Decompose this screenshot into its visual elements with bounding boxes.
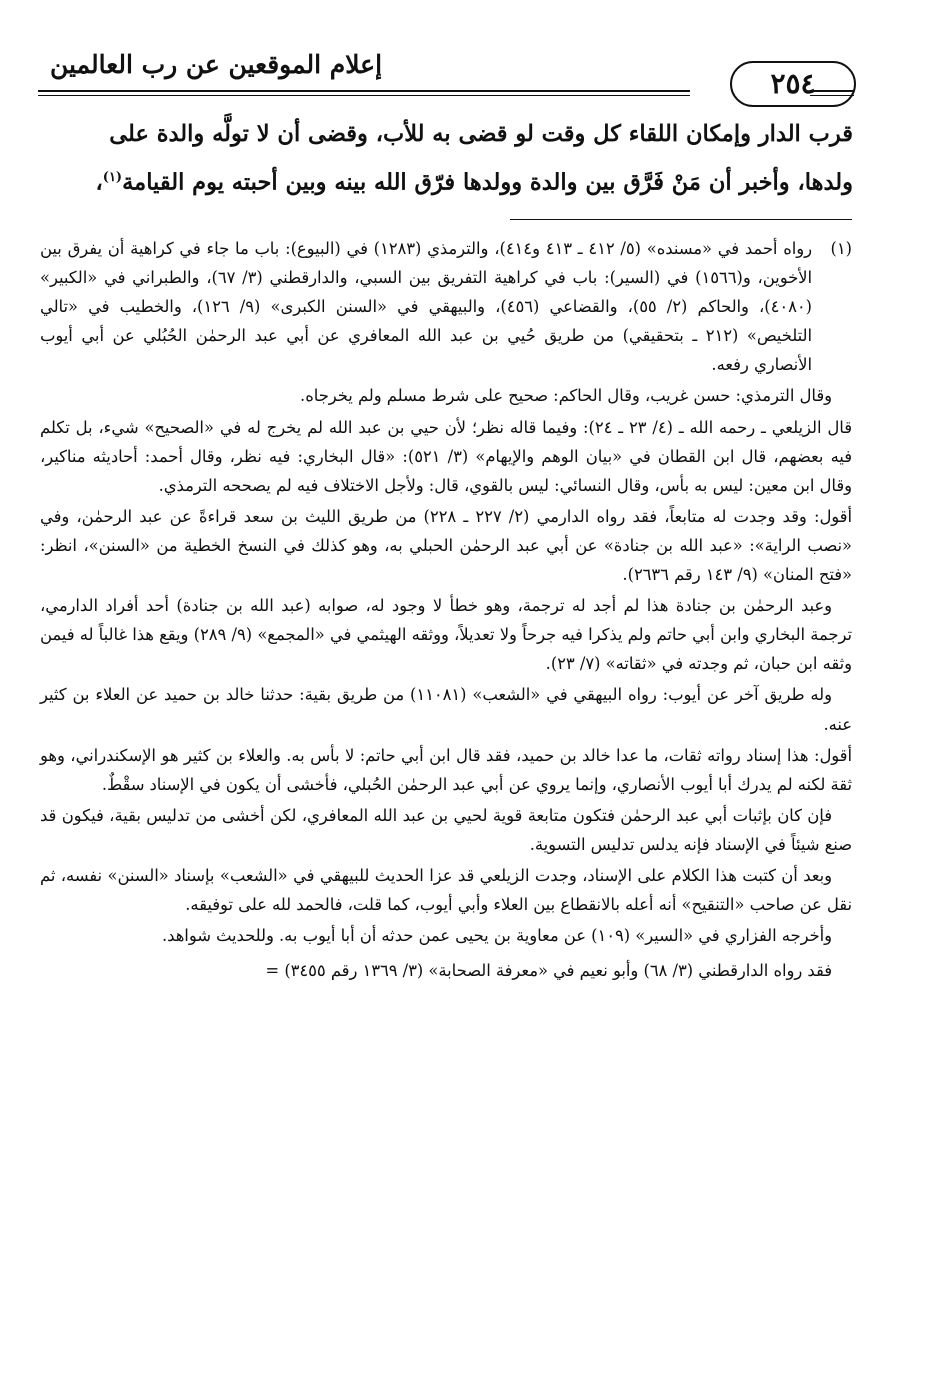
footnote-paragraph: وأخرجه الفزاري في «السير» (١٠٩) عن معاوية بن يحيى عمن حدثه أن أبا أيوب به. وللحديث شواهد. xyxy=(161,926,832,946)
main-line-2 xyxy=(78,156,853,205)
footnote-number: (١) xyxy=(830,239,852,258)
main-line-1: قرب الدار وإمكان اللقاء كل وقت لو قضى به للأب، وقضى أن لا تولَّه والدة على xyxy=(109,121,853,147)
footnote-paragraph: وعبد الرحمٰن بن جنادة هذا لم أجد له ترجمة، وهو خطأ لا وجود له، صوابه (عبد الله بن جنادة) أحد أفراد الدارمي، ترجمة البخاري وابن أبي حاتم ولم يذكرا فيه جرحاً ولا تعديلاً، ووثقه الهيثمي في «المجمع» (٩/ ٢٨٩) ويقع هذا غالباً له فيمن وثقه ابن حبان، ثم وجدته في «ثقاته» (٧/ ٢٣). xyxy=(40,596,853,674)
header-rule-right-thin xyxy=(810,95,854,96)
header-rule xyxy=(38,90,690,92)
footnote-separator xyxy=(510,219,852,220)
footnote-paragraph: وبعد أن كتبت هذا الكلام على الإسناد، وجدت الزيلعي قد عزا الحديث للبيهقي في «الشعب» بإسناد «السنن» نفسه، ثم نقل عن صاحب «التنقيح» أنه أعله بالانقطاع بين العلاء وأبي أيوب، كما قلت، فالحمد لله على توفيقه. xyxy=(40,865,852,915)
footnotes xyxy=(40,234,852,987)
footnote-paragraph: وقال الترمذي: حسن غريب، وقال الحاكم: صحيح على شرط مسلم ولم يخرجاه. xyxy=(300,386,832,406)
footnote-paragraph: قال الزيلعي ـ رحمه الله ـ (٤/ ٢٣ ـ ٢٤): وفيما قاله نظر؛ لأن حيي بن عبد الله لم يخرج له في «الصحيح» شيء، بل تكلم فيه بعضهم، قال ابن القطان في «بيان الوهم والإيهام» (٣/ ٥٢١): «قال البخاري: فيه نظر، وقال أحمد: أحاديثه مناكير، وقال ابن معين: ليس به بأس، وقال النسائي: ليس بالقوي، قال: ولأجل الاختلاف فيه لم يصححه الترمذي. xyxy=(40,417,852,495)
main-text xyxy=(78,112,853,205)
footnote-paragraph: أقول: وقد وجدت له متابعاً، فقد رواه الدارمي (٢/ ٢٢٧ ـ ٢٢٨) من طريق الليث بن سعد قراءةً عن عبد الرحمٰن، وفي «نصب الراية»: «عبد الله بن جنادة» عن أبي عبد الرحمٰن الحبلي به، وهو كذلك في النسخ الخطية من «السنن»، انظر: «فتح المنان» (٩/ ١٤٣ رقم ٢٦٣٦). xyxy=(40,506,852,585)
footnote-continuation: فقد رواه الدارقطني (٣/ ٦٨) وأبو نعيم في «معرفة الصحابة» (٣/ ١٣٦٩ رقم ٣٤٥٥) = xyxy=(265,961,832,981)
footnote-paragraph: فإن كان بإثبات أبي عبد الرحمٰن فتكون متابعة قوية لحيي بن عبد الله المعافري، لكن أخشى من تدليس بقية، فيكون قد صنع شيئاً في الإسناد فإنه يدلس تدليس التسوية. xyxy=(40,805,852,854)
running-title: إعلام الموقعين عن رب العالمين xyxy=(50,50,383,79)
footnote-paragraph: رواه أحمد في «مسنده» (٥/ ٤١٢ ـ ٤١٣ و٤١٤)، والترمذي (١٢٨٣) في (البيوع): باب ما جاء في كراهية أن يفرق بين الأخوين، و(١٥٦٦) في (السير): باب في كراهية التفريق بين السبي، والدارقطني (٣/ ٦٧)، والطبراني في «الكبير» (٤٠٨٠)، والحاكم (٢/ ٥٥)، والقضاعي (٤٥٦)، والبيهقي في «السنن الكبرى» (٩/ ١٢٦)، والخطيب في «تالي التلخيص» (٢١٢ ـ بتحقيقي) من طريق حُيي بن عبد الله المعافري عن أبي عبد الرحمٰن الحُبُلي عن أبي أيوب الأنصاري رفعه. xyxy=(40,239,813,375)
footnote-1 xyxy=(40,234,852,379)
main-line-2-text: ولدها، وأخبر أن مَنْ فَرَّق بين والدة وولدها فرّق الله بينه وبين أحبته يوم القيامة xyxy=(122,169,853,196)
footnote-paragraph: وله طريق آخر عن أيوب: رواه البيهقي في «الشعب» (١١٠٨١) من طريق بقية: حدثنا خالد بن حميد عن العلاء بن كثير عنه. xyxy=(40,685,852,734)
footnote-reference[interactable]: (١) xyxy=(102,170,123,185)
footnote-paragraph: أقول: هذا إسناد رواته ثقات، ما عدا خالد بن حميد، فقد قال ابن أبي حاتم: لا بأس به. والعلاء بن كثير هو الإسكندراني، وهو ثقة لكنه لم يدرك أبا أيوب الأنصاري، وإنما يروي عن أبي عبد الرحمٰن الحُبلي، فأخشى أن يكون في الإسناد سقْطٌ. xyxy=(40,745,852,794)
header-rule-thin xyxy=(38,95,690,96)
page-number: ٢٥٤ xyxy=(730,61,856,107)
header-rule-right xyxy=(810,90,854,92)
main-line-2-end: ، xyxy=(95,169,103,196)
